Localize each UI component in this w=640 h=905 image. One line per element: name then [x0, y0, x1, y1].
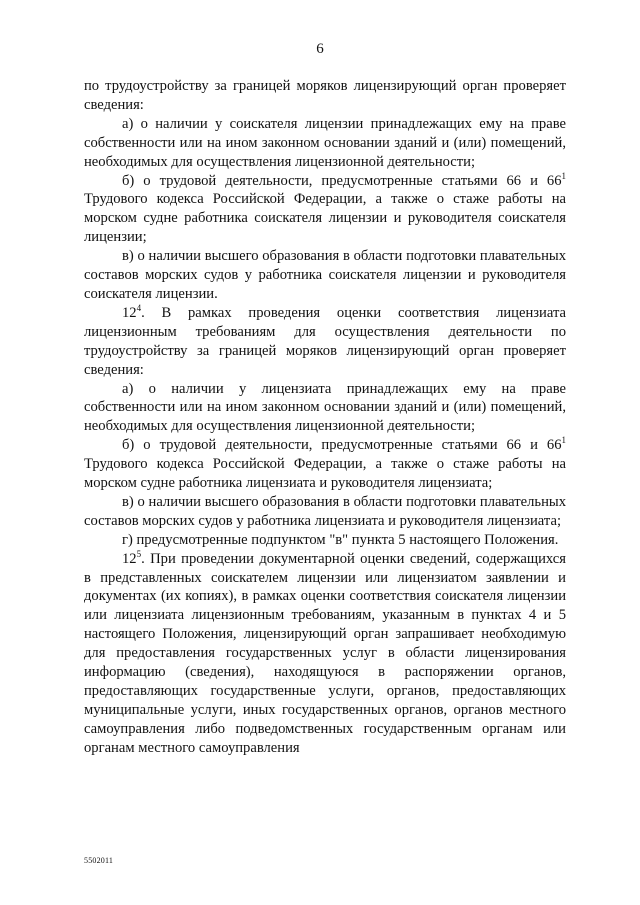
- subparagraph-a-licensee: а) о наличии у лицензиата принадлежащих ему на праве собственности или на ином законном основании зданий и (или) помещений, необходимых для осуществления лицензионной деятельности;: [84, 380, 566, 435]
- superscript: 5: [136, 548, 142, 559]
- subparagraph-a-applicant: а) о наличии у соискателя лицензии принадлежащих ему на праве собственности или на ином законном основании зданий и (или) помещений, необходимых для осуществления лицензионной деятельности;: [84, 115, 566, 170]
- clause-12-5: [84, 550, 566, 758]
- paragraph-text: . В рамках проведения оценки соответствия лицензиата лицензионным требованиям для осуществления деятельности по трудоустройству за границей моряков лицензирующий орган проверяет сведения:: [84, 304, 566, 378]
- paragraph-text: . При проведении документарной оценки сведений, содержащихся в представленных соискателем лицензии или лицензиатом заявлении и документах (их копиях), в рамках оценки соответствия соискателя лицензии или лицензиата лицензионным требованиям, указанным в пунктах 4 и 5 настоящего Положения, лицензирующий орган запрашивает необходимую для предоставления государственных услуг в области лицензирования информацию (сведения), находящуюся в распоряжении органов, предоставляющих государственные услуги, органов, предоставляющих муниципальные услуги, иных государственных органов, органов местного самоуправления либо подведомственных государственным органам или органам местного самоуправления: [84, 550, 566, 756]
- clause-12-4: [84, 304, 566, 380]
- document-code: 5502011: [84, 856, 114, 865]
- superscript: 1: [561, 170, 566, 181]
- clause-number: 12: [122, 550, 137, 567]
- paragraph-text: Трудового кодекса Российской Федерации, а также о стаже работы на морском судне работника соискателя лицензии и руководителя соискателя лицензии;: [84, 191, 566, 246]
- paragraph-text: б) о трудовой деятельности, предусмотренные статьями 66 и 66: [122, 437, 562, 454]
- superscript: 1: [561, 435, 566, 446]
- paragraph-text: Трудового кодекса Российской Федерации, а также о стаже работы на морском судне работника лицензиата и руководителя лицензиата;: [84, 456, 566, 492]
- paragraph-continuation: по трудоустройству за границей моряков лицензирующий орган проверяет сведения:: [84, 78, 566, 113]
- subparagraph-c-licensee: в) о наличии высшего образования в области подготовки плавательных составов морских судов у работника лицензиата и руководителя лицензиата;: [84, 493, 566, 529]
- clause-number: 12: [122, 304, 137, 321]
- paragraph-text: б) о трудовой деятельности, предусмотренные статьями 66 и 66: [122, 172, 562, 189]
- subparagraph-d-licensee: г) предусмотренные подпунктом "в" пункта 5 настоящего Положения.: [122, 531, 559, 548]
- subparagraph-b-applicant: [84, 172, 566, 248]
- subparagraph-c-applicant: в) о наличии высшего образования в области подготовки плавательных составов морских судов у работника соискателя лицензии и руководителя соискателя лицензии.: [84, 248, 566, 302]
- superscript: 4: [136, 302, 142, 313]
- document-body: [84, 77, 566, 758]
- subparagraph-b-licensee: [84, 436, 566, 493]
- page-number: 6: [316, 41, 324, 57]
